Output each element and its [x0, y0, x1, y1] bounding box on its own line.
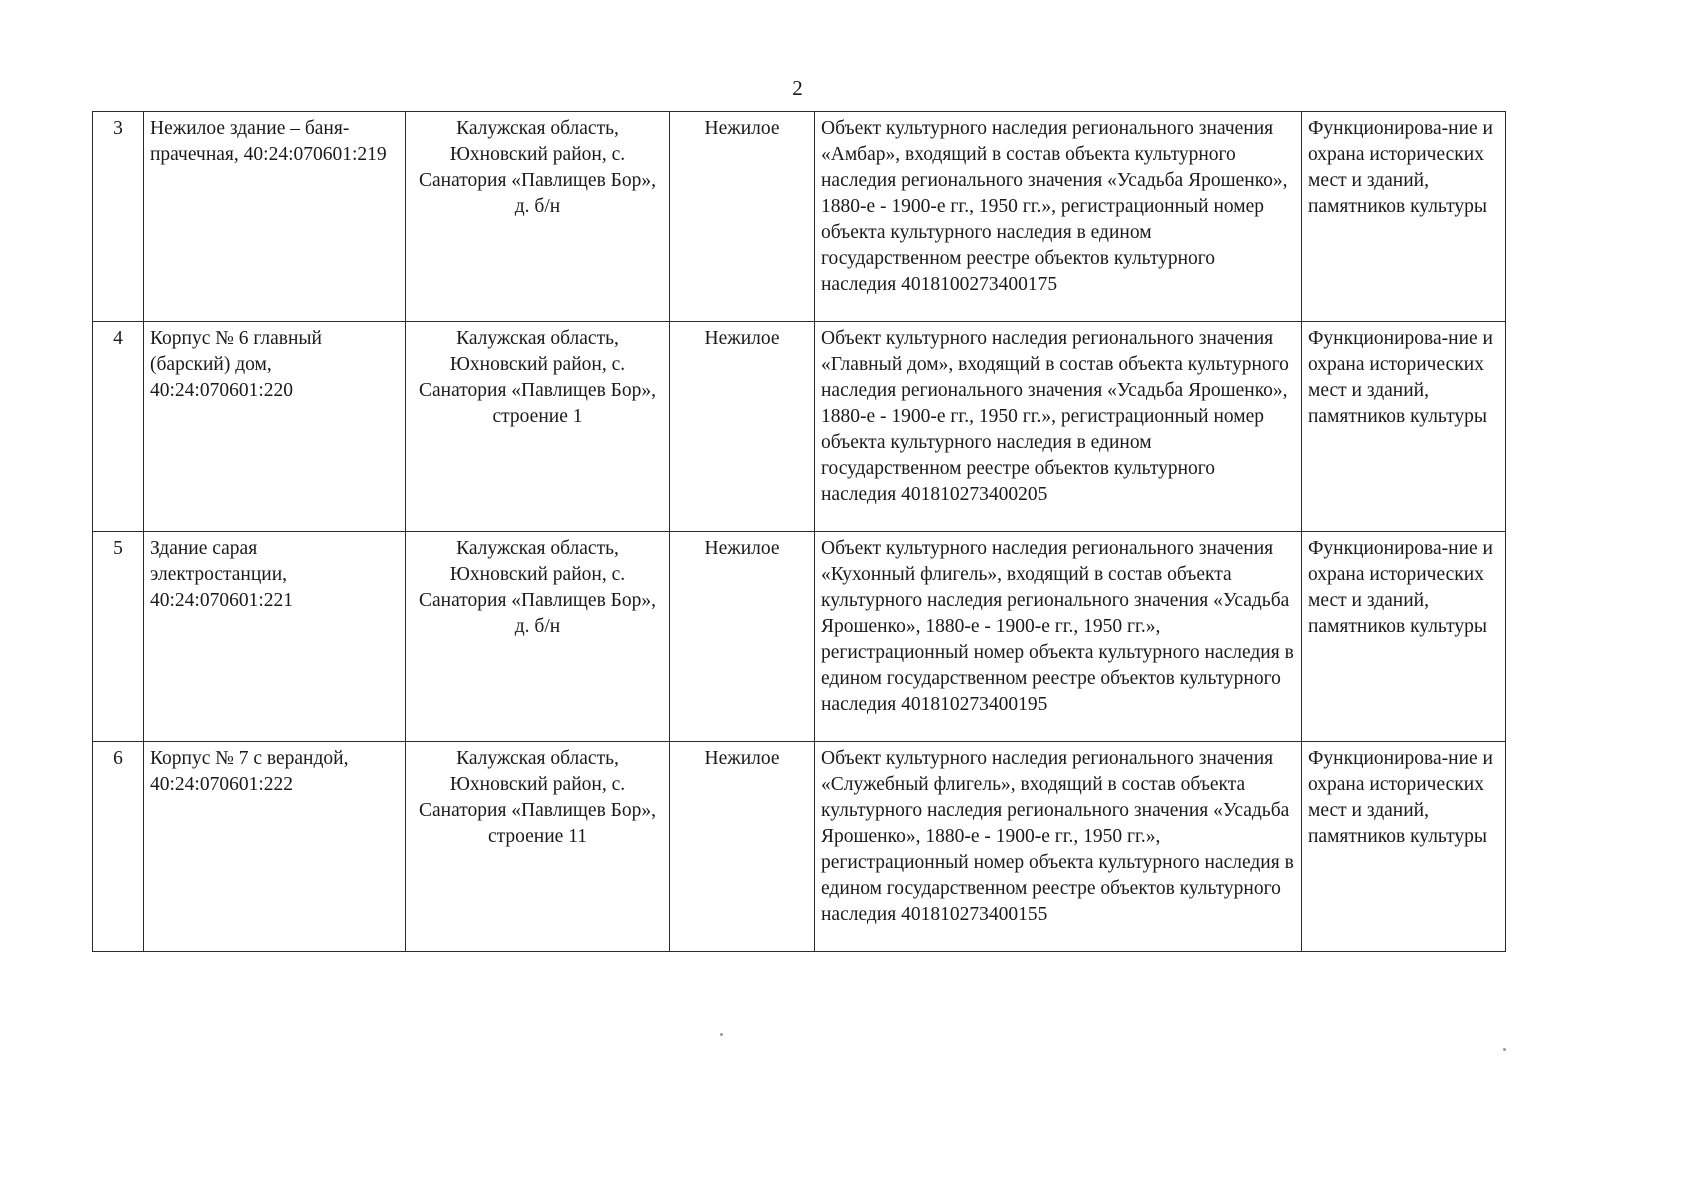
row-number: 3 — [93, 112, 144, 322]
page-number: 2 — [792, 76, 803, 100]
table-row — [93, 322, 1506, 532]
heritage-description: Объект культурного наследия регионального значения «Кухонный флигель», входящий в состав объекта культурного наследия регионального значения «Усадьба Ярошенко», 1880-е - 1900-е гг., 1950 гг.», регистрационный номер объекта культурного наследия в едином государственном реестре объектов культурного наследия 401810273400195 — [815, 532, 1302, 742]
object-address: Калужская область, Юхновский район, с. Санатория «Павлищев Бор», д. б/н — [406, 112, 670, 322]
row-number: 4 — [93, 322, 144, 532]
object-name: Корпус № 7 с верандой, 40:24:070601:222 — [144, 742, 406, 952]
permitted-use: Функционирова-ние и охрана исторических мест и зданий, памятников культуры — [1302, 322, 1506, 532]
scan-speck — [720, 1033, 723, 1036]
object-address: Калужская область, Юхновский район, с. Санатория «Павлищев Бор», строение 11 — [406, 742, 670, 952]
permitted-use: Функционирова-ние и охрана исторических мест и зданий, памятников культуры — [1302, 742, 1506, 952]
permitted-use: Функционирова-ние и охрана исторических мест и зданий, памятников культуры — [1302, 532, 1506, 742]
object-purpose: Нежилое — [670, 322, 815, 532]
heritage-description: Объект культурного наследия регионального значения «Амбар», входящий в состав объекта культурного наследия регионального значения «Усадьба Ярошенко», 1880-е - 1900-е гг., 1950 гг.», регистрационный номер объекта культурного наследия в едином государственном реестре объектов культурного наследия 4018100273400175 — [815, 112, 1302, 322]
object-address: Калужская область, Юхновский район, с. Санатория «Павлищев Бор», д. б/н — [406, 532, 670, 742]
row-number: 6 — [93, 742, 144, 952]
heritage-objects-table — [92, 111, 1506, 952]
table-row — [93, 112, 1506, 322]
permitted-use: Функционирова-ние и охрана исторических мест и зданий, памятников культуры — [1302, 112, 1506, 322]
object-address: Калужская область, Юхновский район, с. Санатория «Павлищев Бор», строение 1 — [406, 322, 670, 532]
table-row — [93, 532, 1506, 742]
heritage-description: Объект культурного наследия регионального значения «Главный дом», входящий в состав объекта культурного наследия регионального значения «Усадьба Ярошенко», 1880-е - 1900-е гг., 1950 гг.», регистрационный номер объекта культурного наследия в едином государственном реестре объектов культурного наследия 401810273400205 — [815, 322, 1302, 532]
scan-speck — [1503, 1048, 1506, 1051]
object-purpose: Нежилое — [670, 112, 815, 322]
object-purpose: Нежилое — [670, 742, 815, 952]
row-number: 5 — [93, 532, 144, 742]
object-name: Корпус № 6 главный (барский) дом, 40:24:070601:220 — [144, 322, 406, 532]
table-row — [93, 742, 1506, 952]
heritage-description: Объект культурного наследия регионального значения «Служебный флигель», входящий в состав объекта культурного наследия регионального значения «Усадьба Ярошенко», 1880-е - 1900-е гг., 1950 гг.», регистрационный номер объекта культурного наследия в едином государственном реестре объектов культурного наследия 401810273400155 — [815, 742, 1302, 952]
object-name: Нежилое здание – баня-прачечная, 40:24:070601:219 — [144, 112, 406, 322]
object-purpose: Нежилое — [670, 532, 815, 742]
object-name: Здание сарая электростанции, 40:24:070601:221 — [144, 532, 406, 742]
